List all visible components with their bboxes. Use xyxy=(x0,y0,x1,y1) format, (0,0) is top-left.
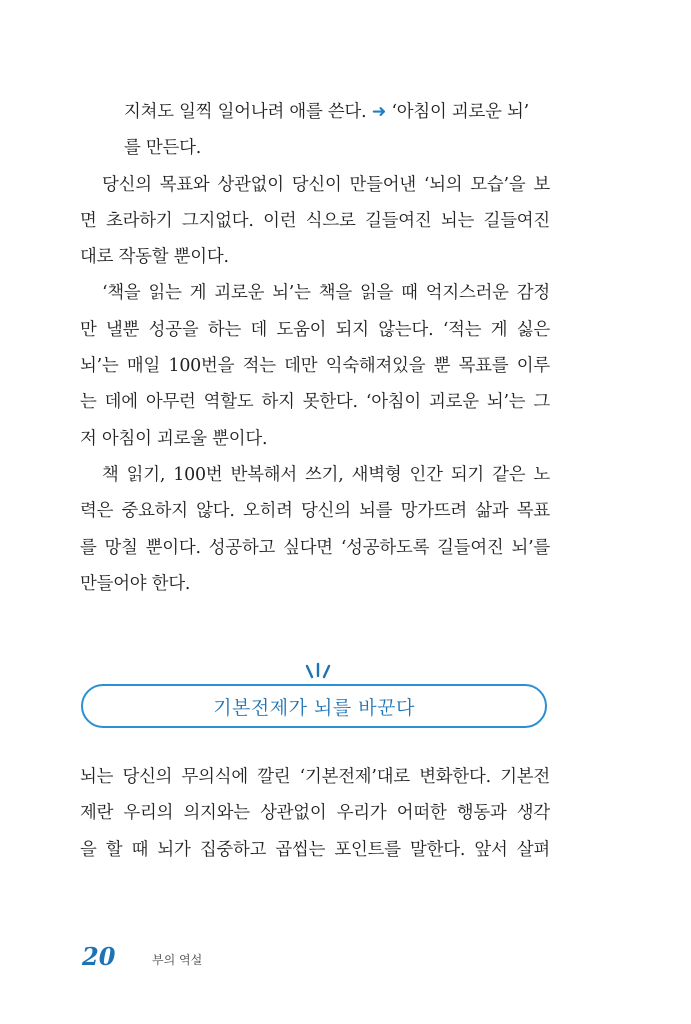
body-line: 만 낼뿐 성공을 하는 데 도움이 되지 않는다. ‘적는 게 싫은 xyxy=(80,319,550,340)
section-heading-box xyxy=(81,684,547,728)
body-text: 지쳐도 일찍 일어나려 애를 쓴다. xyxy=(124,102,367,122)
body-line: 뇌는 당신의 무의식에 깔린 ‘기본전제’대로 변화한다. 기본전 xyxy=(80,767,550,787)
section-title: 기본전제가 뇌를 바꾼다 xyxy=(213,696,415,719)
body-line: 책 읽기, 100번 반복해서 쓰기, 새벽형 인간 되기 같은 노 xyxy=(102,464,550,485)
body-line: 대로 작동할 뿐이다. xyxy=(80,247,229,268)
body-line xyxy=(80,94,550,130)
body-line: 뇌’는 매일 100번을 적는 데만 익숙해져있을 뿐 목표를 이루 xyxy=(80,356,550,377)
page-number: 20 xyxy=(82,942,116,971)
body-line: 저 아침이 괴로울 뿐이다. xyxy=(80,428,268,449)
arrow-right-icon: ➜ xyxy=(371,102,387,122)
body-line: ‘책을 읽는 게 괴로운 뇌’는 책을 읽을 때 억지스러운 감정 xyxy=(102,283,550,304)
body-line: 당신의 목표와 상관없이 당신이 만들어낸 ‘뇌의 모습’을 보 xyxy=(102,174,550,195)
body-line: 력은 중요하지 않다. 오히려 당신의 뇌를 망가뜨려 삶과 목표 xyxy=(80,501,550,522)
body-line: 제란 우리의 의지와는 상관없이 우리가 어떠한 행동과 생각 xyxy=(80,803,550,824)
sparkle-mark-icon xyxy=(298,660,338,680)
body-text: ‘아침이 괴로운 뇌’ xyxy=(391,102,529,122)
body-line: 를 망칠 뿐이다. 성공하고 싶다면 ‘성공하도록 길들여진 뇌’를 xyxy=(80,537,550,558)
body-text-top xyxy=(80,94,550,602)
body-line: 만들어야 한다. xyxy=(80,573,191,594)
body-line: 을 할 때 뇌가 집중하고 곱씹는 포인트를 말한다. 앞서 살펴 xyxy=(80,839,550,860)
book-title: 부의 역설 xyxy=(152,953,203,967)
body-line: 를 만든다. xyxy=(124,138,202,159)
body-line: 는 데에 아무런 역할도 하지 못한다. ‘아침이 괴로운 뇌’는 그 xyxy=(80,392,550,413)
body-line: 면 초라하기 그지없다. 이런 식으로 길들여진 뇌는 길들여진 xyxy=(80,210,550,231)
body-text-bottom xyxy=(80,759,550,868)
